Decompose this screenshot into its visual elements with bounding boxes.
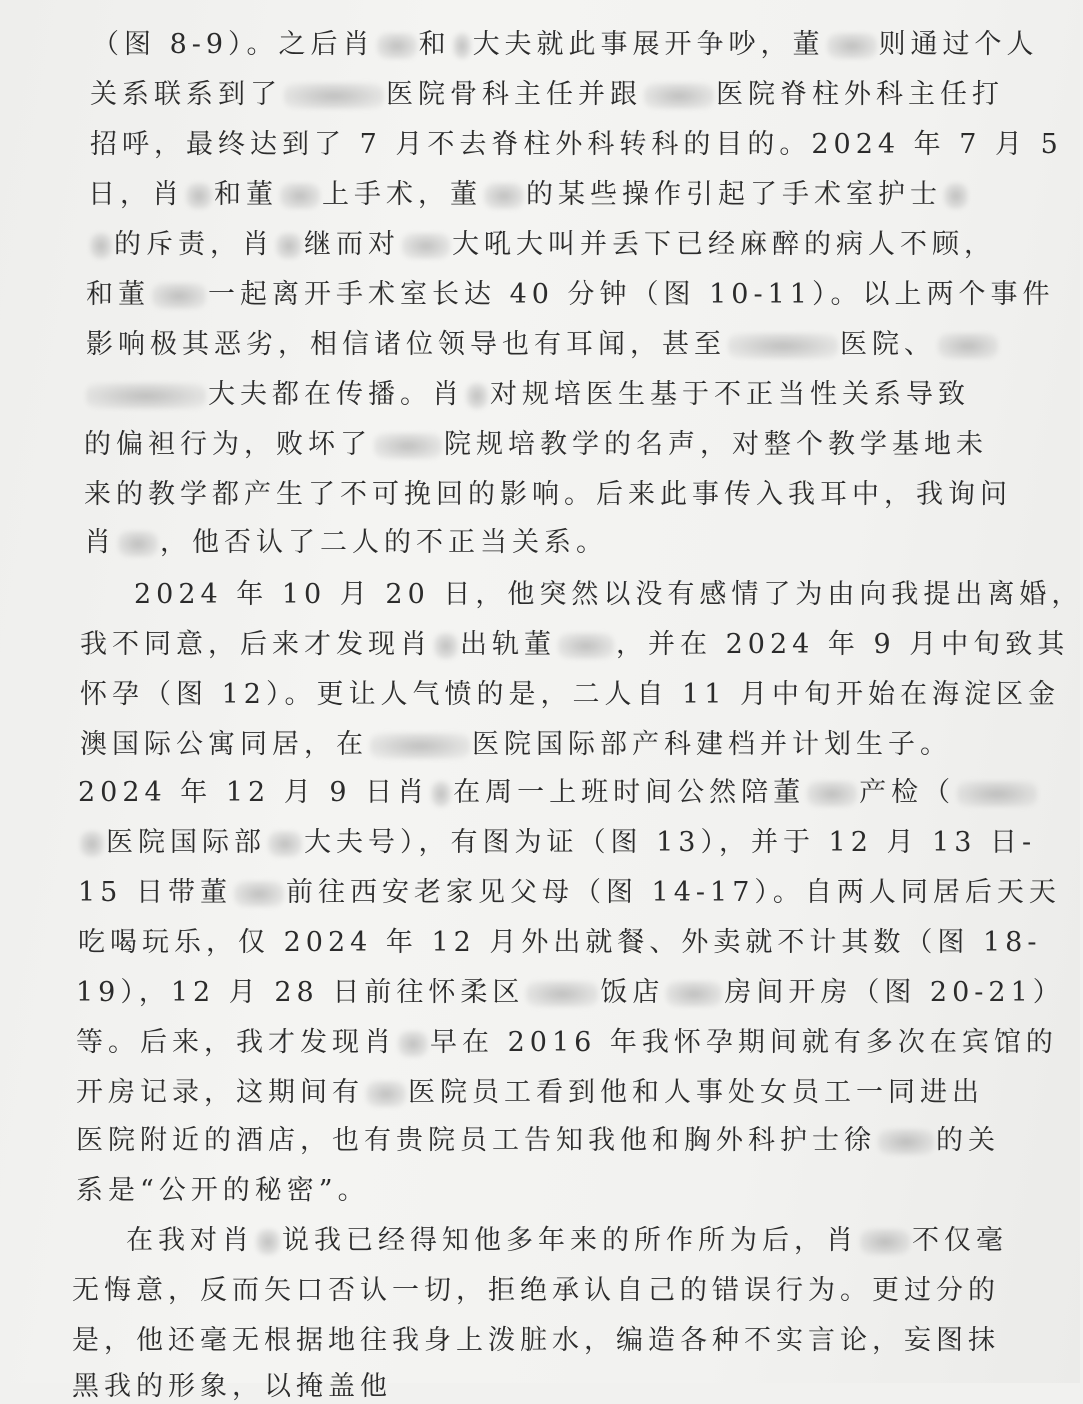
text-line [76,1026,1058,1060]
text-segment: 澳国际公寓同居，在 [80,729,368,760]
text-segment: 一起离开手术室长达 40 分钟（图 10-11）。以上两个事件 [208,279,1055,310]
text-line [78,826,1036,860]
text-segment: 怀孕（图 12）。更让人气愤的是，二人自 11 月中旬开始在海淀区金 [80,679,1060,710]
redaction [186,183,212,209]
text-line [72,1370,392,1404]
redaction [526,981,598,1007]
text-line [84,378,970,412]
text-line [80,628,1069,662]
text-line [78,926,1041,960]
redaction [276,233,302,259]
text-segment: 说我已经得知他多年来的所作所为后，肖 [282,1225,858,1256]
text-segment: 的斥责，肖 [114,229,274,260]
redaction [453,33,471,59]
text-segment: 医院国际部产科建档并计划生子。 [472,729,952,760]
redaction [234,881,284,907]
text-segment: ，并在 2024 年 9 月中旬致其 [616,629,1070,660]
text-segment: 和 [418,29,451,60]
text-segment: 和董 [86,279,150,310]
text-segment: 系是“公开的秘密”。 [76,1175,370,1206]
text-line [80,678,1060,712]
text-line [88,228,996,262]
text-segment: 来的教学都产生了不可挽回的影响。后来此事传入我耳中，我询问 [84,479,1012,510]
text-segment: 大夫号），有图为证（图 13），并于 12 月 13 日- [304,827,1037,858]
redaction [878,1129,934,1155]
text-segment: 的偏袒行为，败坏了 [84,429,372,460]
redaction [807,781,857,807]
text-segment: 的关 [936,1125,1000,1156]
redaction [466,383,488,409]
text-segment: 出轨董 [460,629,556,660]
text-segment: 招呼，最终达到了 7 月不去脊柱外科转科的目的。2024 年 7 月 5 [90,129,1063,160]
redaction [118,531,158,557]
text-segment: 等。后来，我才发现肖 [76,1027,396,1058]
text-line [78,776,1039,810]
text-segment: 产检（ [859,777,956,808]
text-segment: 前往西安老家见父母（图 14-17）。自两人同居后天天 [285,877,1061,908]
text-line [76,1124,1000,1158]
text-segment: 影响极其恶劣，相信诸位领导也有耳闻，甚至 [86,329,726,360]
text-segment: 早在 2016 年我怀孕期间就有多次在宾馆的 [430,1027,1058,1058]
text-segment: 在周一上班时间公然陪董 [453,777,806,808]
text-segment: 大吼大叫并丢下已经麻醉的病人不顾， [452,229,996,260]
text-line [134,578,1083,612]
text-line [88,178,970,212]
text-segment: 医院、 [840,329,936,360]
text-segment: 则通过个人 [878,29,1039,60]
text-line [126,1224,1008,1258]
text-line [90,128,1063,162]
text-line [76,1174,370,1208]
text-segment: 在我对肖 [126,1225,254,1256]
redaction [644,83,714,109]
text-segment: 饭店 [600,977,665,1008]
text-segment: 2024 年 12 月 9 日肖 [78,777,430,808]
text-segment: 关系联系到了 [90,79,282,110]
redaction [86,383,206,409]
text-segment: 对规培医生基于不正当性关系导致 [490,379,970,410]
text-segment: 房间开房（图 20-21） [724,977,1065,1008]
redaction [80,831,104,857]
text-segment: （图 8-9）。之后肖 [92,29,375,60]
text-segment: 是，他还毫无根据地往我身上泼脏水，编造各种不实言论，妄图抹 [72,1325,1000,1356]
redaction [558,633,614,659]
text-segment: 吃喝玩乐，仅 2024 年 12 月外出就餐、外卖就不计其数（图 18- [78,927,1042,958]
redaction [366,1081,406,1107]
text-segment: 我不同意，后来才发现肖 [80,629,432,660]
text-segment: 开房记录，这期间有 [76,1077,364,1108]
text-line [80,728,952,762]
text-line [86,328,1000,362]
text-segment: 大夫都在传播。肖 [208,379,464,410]
text-line [72,1324,1000,1358]
text-segment: 和董 [214,179,278,210]
redaction [431,781,451,807]
text-segment: 医院国际部 [106,827,266,858]
text-segment: 医院骨科主任并跟 [386,79,642,110]
text-line [76,1076,984,1110]
text-segment: 15 日带董 [78,877,232,908]
redaction [434,633,458,659]
text-segment: 的某些操作引起了手术室护士 [526,179,942,210]
redaction [256,1229,280,1255]
text-segment: 不仅毫 [912,1225,1008,1256]
redaction [827,33,877,59]
redaction [938,333,998,359]
redaction [728,333,838,359]
redaction [268,831,302,857]
text-line [78,876,1061,910]
text-segment: 大夫就此事展开争吵，董 [472,29,825,60]
redaction [284,83,384,109]
redaction [957,781,1037,807]
redaction [398,1031,428,1057]
redaction [90,233,112,259]
redaction [377,33,417,59]
text-segment: 日，肖 [88,179,184,210]
text-segment: 医院附近的酒店，也有贵院员工告知我他和胸外科护士徐 [76,1125,876,1156]
redaction [944,183,968,209]
redaction [280,183,320,209]
text-line [72,1274,1000,1308]
text-line [84,428,988,462]
text-segment: 上手术，董 [322,179,482,210]
text-segment: 继而对 [304,229,400,260]
text-segment: 2024 年 10 月 20 日，他突然以没有感情了为由向我提出离婚， [134,579,1083,610]
text-segment: 院规培教学的名声，对整个教学基地未 [444,429,988,460]
redaction [402,233,450,259]
text-segment: ，他否认了二人的不正当关系。 [160,527,608,558]
redaction [666,981,722,1007]
text-line [86,278,1054,312]
redaction [374,433,442,459]
text-segment: 无悔意，反而矢口否认一切，拒绝承认自己的错误行为。更过分的 [72,1275,1000,1306]
redaction [484,183,524,209]
text-line [76,976,1065,1010]
redaction [152,283,206,309]
text-line [90,78,1004,112]
text-segment: 19），12 月 28 日前往怀柔区 [76,977,525,1008]
text-line [84,526,608,560]
text-line [92,28,1039,62]
text-segment: 肖 [84,527,116,558]
redaction [860,1229,910,1255]
text-segment: 医院脊柱外科主任打 [716,79,1004,110]
text-line [84,478,1012,512]
text-segment: 黑我的形象，以掩盖他 [72,1371,392,1402]
redaction [370,733,470,759]
text-segment: 医院员工看到他和人事处女员工一同进出 [408,1077,984,1108]
